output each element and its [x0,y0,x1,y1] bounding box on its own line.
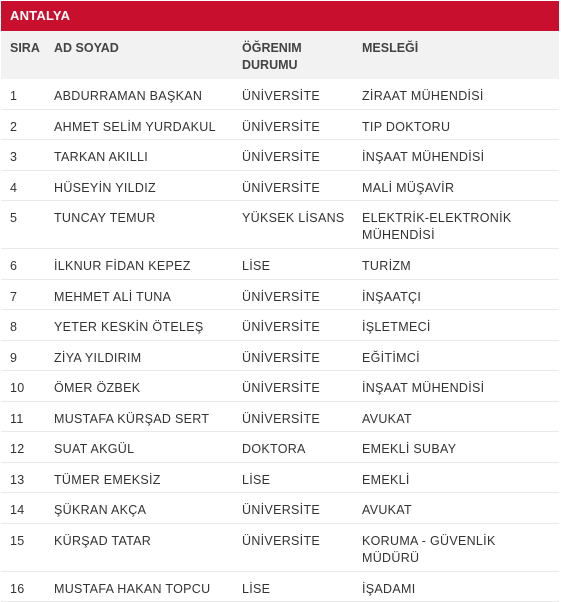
table-row [1,432,559,463]
cell-sira: 16 [10,581,50,598]
cell-meslegi: İNŞAAT MÜHENDİSİ [362,380,554,397]
cell-ad-soyad: TÜMER EMEKSİZ [54,472,239,489]
cell-ad-soyad: KÜRŞAD TATAR [54,533,239,550]
cell-meslegi: AVUKAT [362,411,554,428]
cell-ad-soyad: YETER KESKİN ÖTELEŞ [54,319,239,336]
cell-sira: 3 [10,149,50,166]
cell-ad-soyad: MUSTAFA KÜRŞAD SERT [54,411,239,428]
cell-sira: 7 [10,289,50,306]
cell-ad-soyad: ÖMER ÖZBEK [54,380,239,397]
cell-ogrenim-durumu: ÜNİVERSİTE [242,180,360,197]
cell-ad-soyad: ŞÜKRAN AKÇA [54,502,239,519]
table-row [1,249,559,280]
cell-ogrenim-durumu: ÜNİVERSİTE [242,411,360,428]
cell-ogrenim-durumu: DOKTORA [242,441,360,458]
cell-meslegi: EMEKLİ SUBAY [362,441,554,458]
table-row [1,280,559,311]
cell-sira: 13 [10,472,50,489]
cell-sira: 5 [10,210,50,227]
cell-ogrenim-durumu: ÜNİVERSİTE [242,533,360,550]
cell-ogrenim-durumu: LİSE [242,581,360,598]
cell-ogrenim-durumu: ÜNİVERSİTE [242,380,360,397]
table-header-row [1,31,559,79]
table-row [1,493,559,524]
cell-ogrenim-durumu: LİSE [242,258,360,275]
cell-meslegi: ZİRAAT MÜHENDİSİ [362,88,554,105]
cell-ogrenim-durumu: YÜKSEK LİSANS [242,210,360,227]
table-row [1,463,559,494]
table-row [1,341,559,372]
table-title: ANTALYA [1,1,559,31]
cell-sira: 4 [10,180,50,197]
cell-ad-soyad: TUNCAY TEMUR [54,210,239,227]
table-row [1,524,559,572]
header-sira: SIRA [10,40,50,57]
cell-ogrenim-durumu: ÜNİVERSİTE [242,350,360,367]
cell-meslegi: MALİ MÜŞAVİR [362,180,554,197]
table-row [1,402,559,433]
cell-sira: 14 [10,502,50,519]
header-ad-soyad: AD SOYAD [54,40,239,57]
cell-meslegi: TURİZM [362,258,554,275]
cell-meslegi: EĞİTİMCİ [362,350,554,367]
cell-ad-soyad: MUSTAFA HAKAN TOPCU [54,581,239,598]
cell-meslegi: EMEKLİ [362,472,554,489]
cell-meslegi: AVUKAT [362,502,554,519]
cell-ad-soyad: ZİYA YILDIRIM [54,350,239,367]
cell-ad-soyad: İLKNUR FİDAN KEPEZ [54,258,239,275]
table-row [1,310,559,341]
cell-sira: 1 [10,88,50,105]
table-row [1,140,559,171]
cell-sira: 11 [10,411,50,428]
table-row [1,201,559,249]
cell-ad-soyad: ABDURRAMAN BAŞKAN [54,88,239,105]
cell-ogrenim-durumu: ÜNİVERSİTE [242,88,360,105]
cell-ad-soyad: SUAT AKGÜL [54,441,239,458]
cell-sira: 6 [10,258,50,275]
table-row [1,572,559,602]
cell-ad-soyad: AHMET SELİM YURDAKUL [54,119,239,136]
cell-ad-soyad: MEHMET ALİ TUNA [54,289,239,306]
table-row [1,110,559,141]
cell-ad-soyad: TARKAN AKILLI [54,149,239,166]
cell-sira: 12 [10,441,50,458]
cell-ad-soyad: HÜSEYİN YILDIZ [54,180,239,197]
cell-sira: 10 [10,380,50,397]
cell-meslegi: İNŞAATÇI [362,289,554,306]
cell-meslegi: İŞADAMI [362,581,554,598]
header-ogrenim-durumu: ÖĞRENIM DURUMU [242,40,342,74]
cell-ogrenim-durumu: ÜNİVERSİTE [242,119,360,136]
cell-meslegi: İNŞAAT MÜHENDİSİ [362,149,554,166]
cell-ogrenim-durumu: ÜNİVERSİTE [242,149,360,166]
header-meslegi: MESLEĞİ [362,40,554,57]
table-row [1,371,559,402]
cell-meslegi: İŞLETMECİ [362,319,554,336]
table-row [1,171,559,202]
cell-meslegi: KORUMA - GÜVENLİK MÜDÜRÜ [362,533,554,567]
cell-meslegi: TIP DOKTORU [362,119,554,136]
cell-ogrenim-durumu: ÜNİVERSİTE [242,502,360,519]
cell-sira: 2 [10,119,50,136]
cell-ogrenim-durumu: ÜNİVERSİTE [242,289,360,306]
cell-sira: 9 [10,350,50,367]
cell-sira: 8 [10,319,50,336]
table-body [1,79,559,602]
cell-sira: 15 [10,533,50,550]
cell-ogrenim-durumu: ÜNİVERSİTE [242,319,360,336]
cell-meslegi: ELEKTRİK-ELEKTRONİK MÜHENDİSİ [362,210,554,244]
cell-ogrenim-durumu: LİSE [242,472,360,489]
table-row [1,79,559,110]
